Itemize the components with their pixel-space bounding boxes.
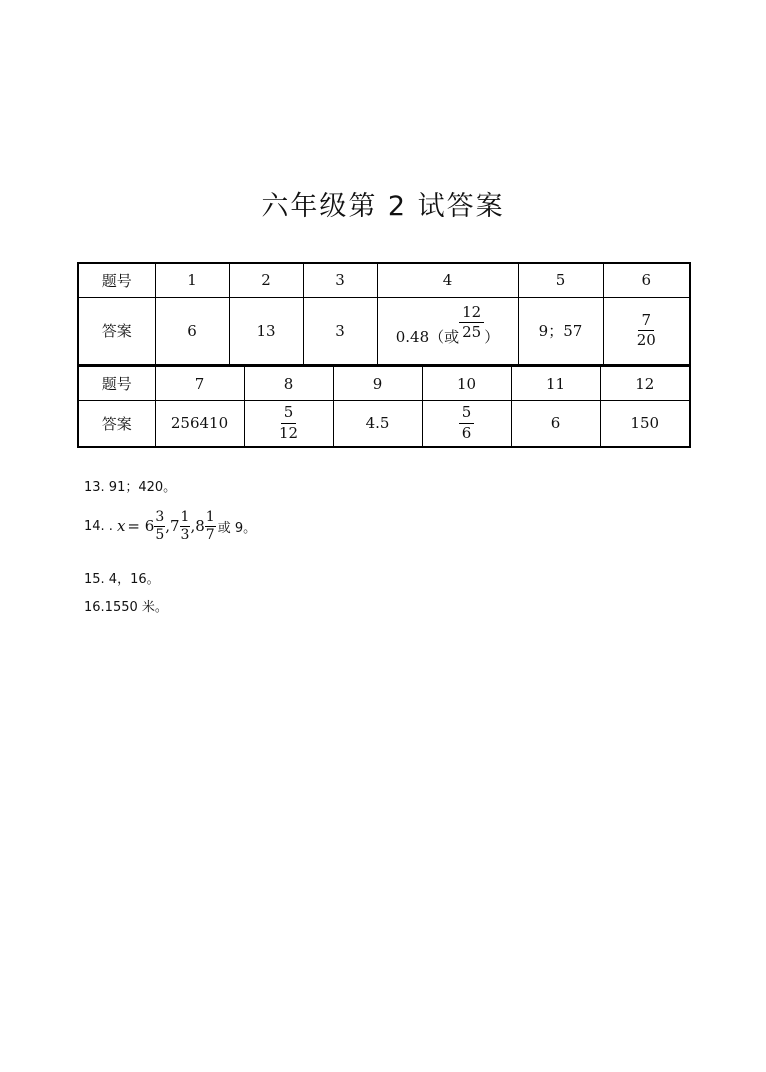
- answer-cell: 13: [229, 297, 303, 365]
- answer-cell: 9；57: [518, 297, 603, 365]
- answer-cell: 6: [155, 297, 229, 365]
- note-suffix: 或 9。: [217, 520, 257, 536]
- question-number: 9: [333, 367, 422, 401]
- answer-text: ）: [484, 328, 500, 346]
- fraction-denominator: 12: [278, 423, 299, 442]
- fraction: [205, 510, 216, 542]
- math-expression: [117, 510, 216, 542]
- question-number: 5: [518, 263, 603, 297]
- table-row-question-numbers: [78, 367, 690, 401]
- answer-cell: 256410: [155, 401, 244, 447]
- fraction-numerator: 7: [638, 313, 654, 332]
- answer-note-13: 13. 91；420。: [84, 480, 177, 495]
- variable-x: x: [116, 517, 126, 536]
- answer-cell: 150: [600, 401, 690, 447]
- answer-cell: [603, 297, 690, 365]
- question-number: 4: [377, 263, 518, 297]
- math-text: ,8: [190, 517, 205, 536]
- fraction: [459, 302, 484, 342]
- fraction-denominator: 25: [462, 323, 482, 342]
- page-title: 六年级第 2 试答案: [261, 191, 505, 222]
- math-text: = 6: [127, 517, 155, 536]
- row-label-question: 题号: [78, 367, 155, 401]
- fraction-numerator: 5: [281, 405, 297, 424]
- question-number: 7: [155, 367, 244, 401]
- answer-table-2: [77, 366, 691, 448]
- question-number: 8: [244, 367, 333, 401]
- answer-note-15: 15. 4，16。: [84, 572, 160, 587]
- table-row-answers: [78, 297, 690, 365]
- question-number: 1: [155, 263, 229, 297]
- math-text: ,7: [165, 517, 180, 536]
- row-label-answer: 答案: [78, 401, 155, 447]
- answer-cell: [377, 297, 518, 365]
- question-number: 3: [303, 263, 377, 297]
- fraction-denominator: 6: [461, 423, 472, 442]
- fraction: [459, 405, 475, 442]
- answer-text: 0.48（或: [395, 328, 460, 346]
- fraction: [276, 405, 301, 442]
- answer-cell: [244, 401, 333, 447]
- answer-cell: 3: [303, 297, 377, 365]
- fraction-denominator: 5: [155, 526, 165, 543]
- table-row-answers: [78, 401, 690, 447]
- answer-note-16: 16.1550 米。: [84, 600, 168, 615]
- fraction-denominator: 3: [180, 526, 190, 543]
- question-number: 11: [511, 367, 600, 401]
- fraction-denominator: 20: [636, 331, 656, 350]
- answer-table-1: [77, 262, 691, 366]
- question-number: 2: [229, 263, 303, 297]
- fraction: [634, 310, 659, 350]
- row-label-question: 题号: [78, 263, 155, 297]
- fraction-numerator: 1: [205, 509, 215, 525]
- fraction: [154, 510, 165, 542]
- question-number: 6: [603, 263, 690, 297]
- answer-cell: 6: [511, 401, 600, 447]
- table-row-question-numbers: [78, 263, 690, 297]
- question-number: 12: [600, 367, 690, 401]
- row-label-answer: 答案: [78, 297, 155, 365]
- answer-note-14: [84, 510, 256, 542]
- fraction-numerator: 12: [459, 305, 484, 324]
- answer-cell: [422, 401, 511, 447]
- fraction-numerator: 5: [459, 405, 475, 424]
- fraction-numerator: 1: [180, 509, 190, 525]
- fraction-denominator: 7: [205, 526, 215, 543]
- question-number: 10: [422, 367, 511, 401]
- fraction: [180, 510, 191, 542]
- answer-cell: 4.5: [333, 401, 422, 447]
- note-prefix: 14. .: [84, 518, 113, 534]
- fraction-numerator: 3: [155, 509, 165, 525]
